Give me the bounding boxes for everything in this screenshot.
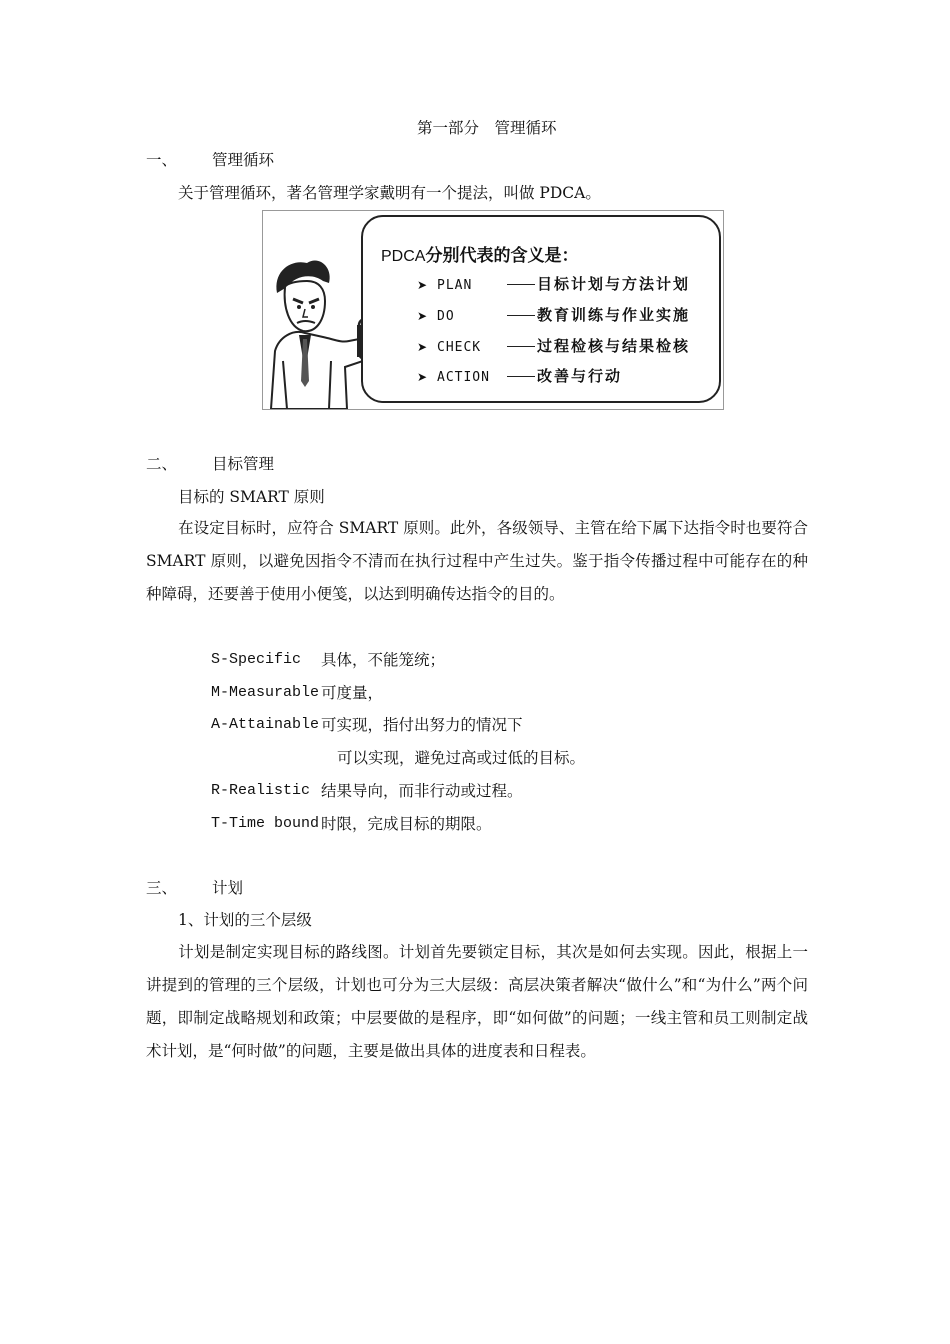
section-2-subheading: 目标的 SMART 原则 — [178, 488, 325, 506]
smart-desc: 时限，完成目标的期限。 — [321, 815, 492, 833]
section-2-number: 二、 — [146, 455, 178, 473]
speech-bubble — [361, 215, 721, 403]
section-1-heading: 管理循环 — [212, 151, 275, 169]
smart-desc-continued: 可以实现，避免过高或过低的目标。 — [337, 749, 586, 767]
arrow-icon: ➤ — [417, 370, 428, 384]
section-3-number: 三、 — [146, 879, 178, 897]
smart-desc: 可实现，指付出努力的情况下 — [321, 716, 523, 734]
smart-key: A-Attainable — [211, 716, 320, 733]
section-2-paragraph: 在设定目标时，应符合 SMART 原则。此外，各级领导、主管在给下属下达指令时也要符合 SMART 原则，以避免因指令不清而在执行过程中产生过失。鉴于指令传播过程中可能存在的种种障碍，还要善于使用小便笺，以达到明确传达指令的目的。 — [146, 519, 808, 603]
pdca-item: ➤ PLAN 目标计划与方法计划 — [417, 275, 691, 293]
arrow-icon: ➤ — [417, 309, 428, 323]
section-3-paragraph: 计划是制定实现目标的路线图。计划首先要锁定目标，其次是如何去实现。因此，根据上一讲提到的管理的三个层级，计划也可分为三大层级：高层决策者解决“做什么”和“为什么”两个问题，即制定战略规划和政策；中层要做的是程序，即“如何做”的问题；一线主管和员工则制定战术计划，是“何时做”的问题，主要是做出具体的进度表和日程表。 — [146, 943, 808, 1060]
pdca-title: PDCA分别代表的含义是： — [381, 246, 579, 265]
smart-desc: 可度量， — [321, 684, 384, 702]
section-2-heading: 目标管理 — [212, 455, 275, 473]
arrow-icon: ➤ — [417, 340, 428, 354]
smart-key: R-Realistic — [211, 782, 311, 799]
smart-desc: 具体，不能笼统； — [321, 651, 446, 669]
section-3-heading: 计划 — [212, 879, 244, 897]
pdca-item: ➤ CHECK 过程检核与结果检核 — [417, 337, 691, 355]
section-3-subheading: 1、计划的三个层级 — [178, 911, 312, 929]
pdca-item: ➤ ACTION 改善与行动 — [417, 367, 623, 385]
arrow-icon: ➤ — [417, 278, 428, 292]
section-1-intro: 关于管理循环，著名管理学家戴明有一个提法，叫做 PDCA。 — [178, 184, 601, 202]
smart-key: S-Specific — [211, 651, 302, 668]
page-title: 第一部分 管理循环 — [417, 119, 557, 137]
smart-key: T-Time bound — [211, 815, 320, 832]
section-1-number: 一、 — [146, 151, 178, 169]
smart-desc: 结果导向，而非行动或过程。 — [321, 782, 523, 800]
smart-key: M-Measurable — [211, 684, 320, 701]
pdca-figure — [262, 210, 724, 410]
pdca-item: ➤ DO 教育训练与作业实施 — [417, 306, 691, 324]
